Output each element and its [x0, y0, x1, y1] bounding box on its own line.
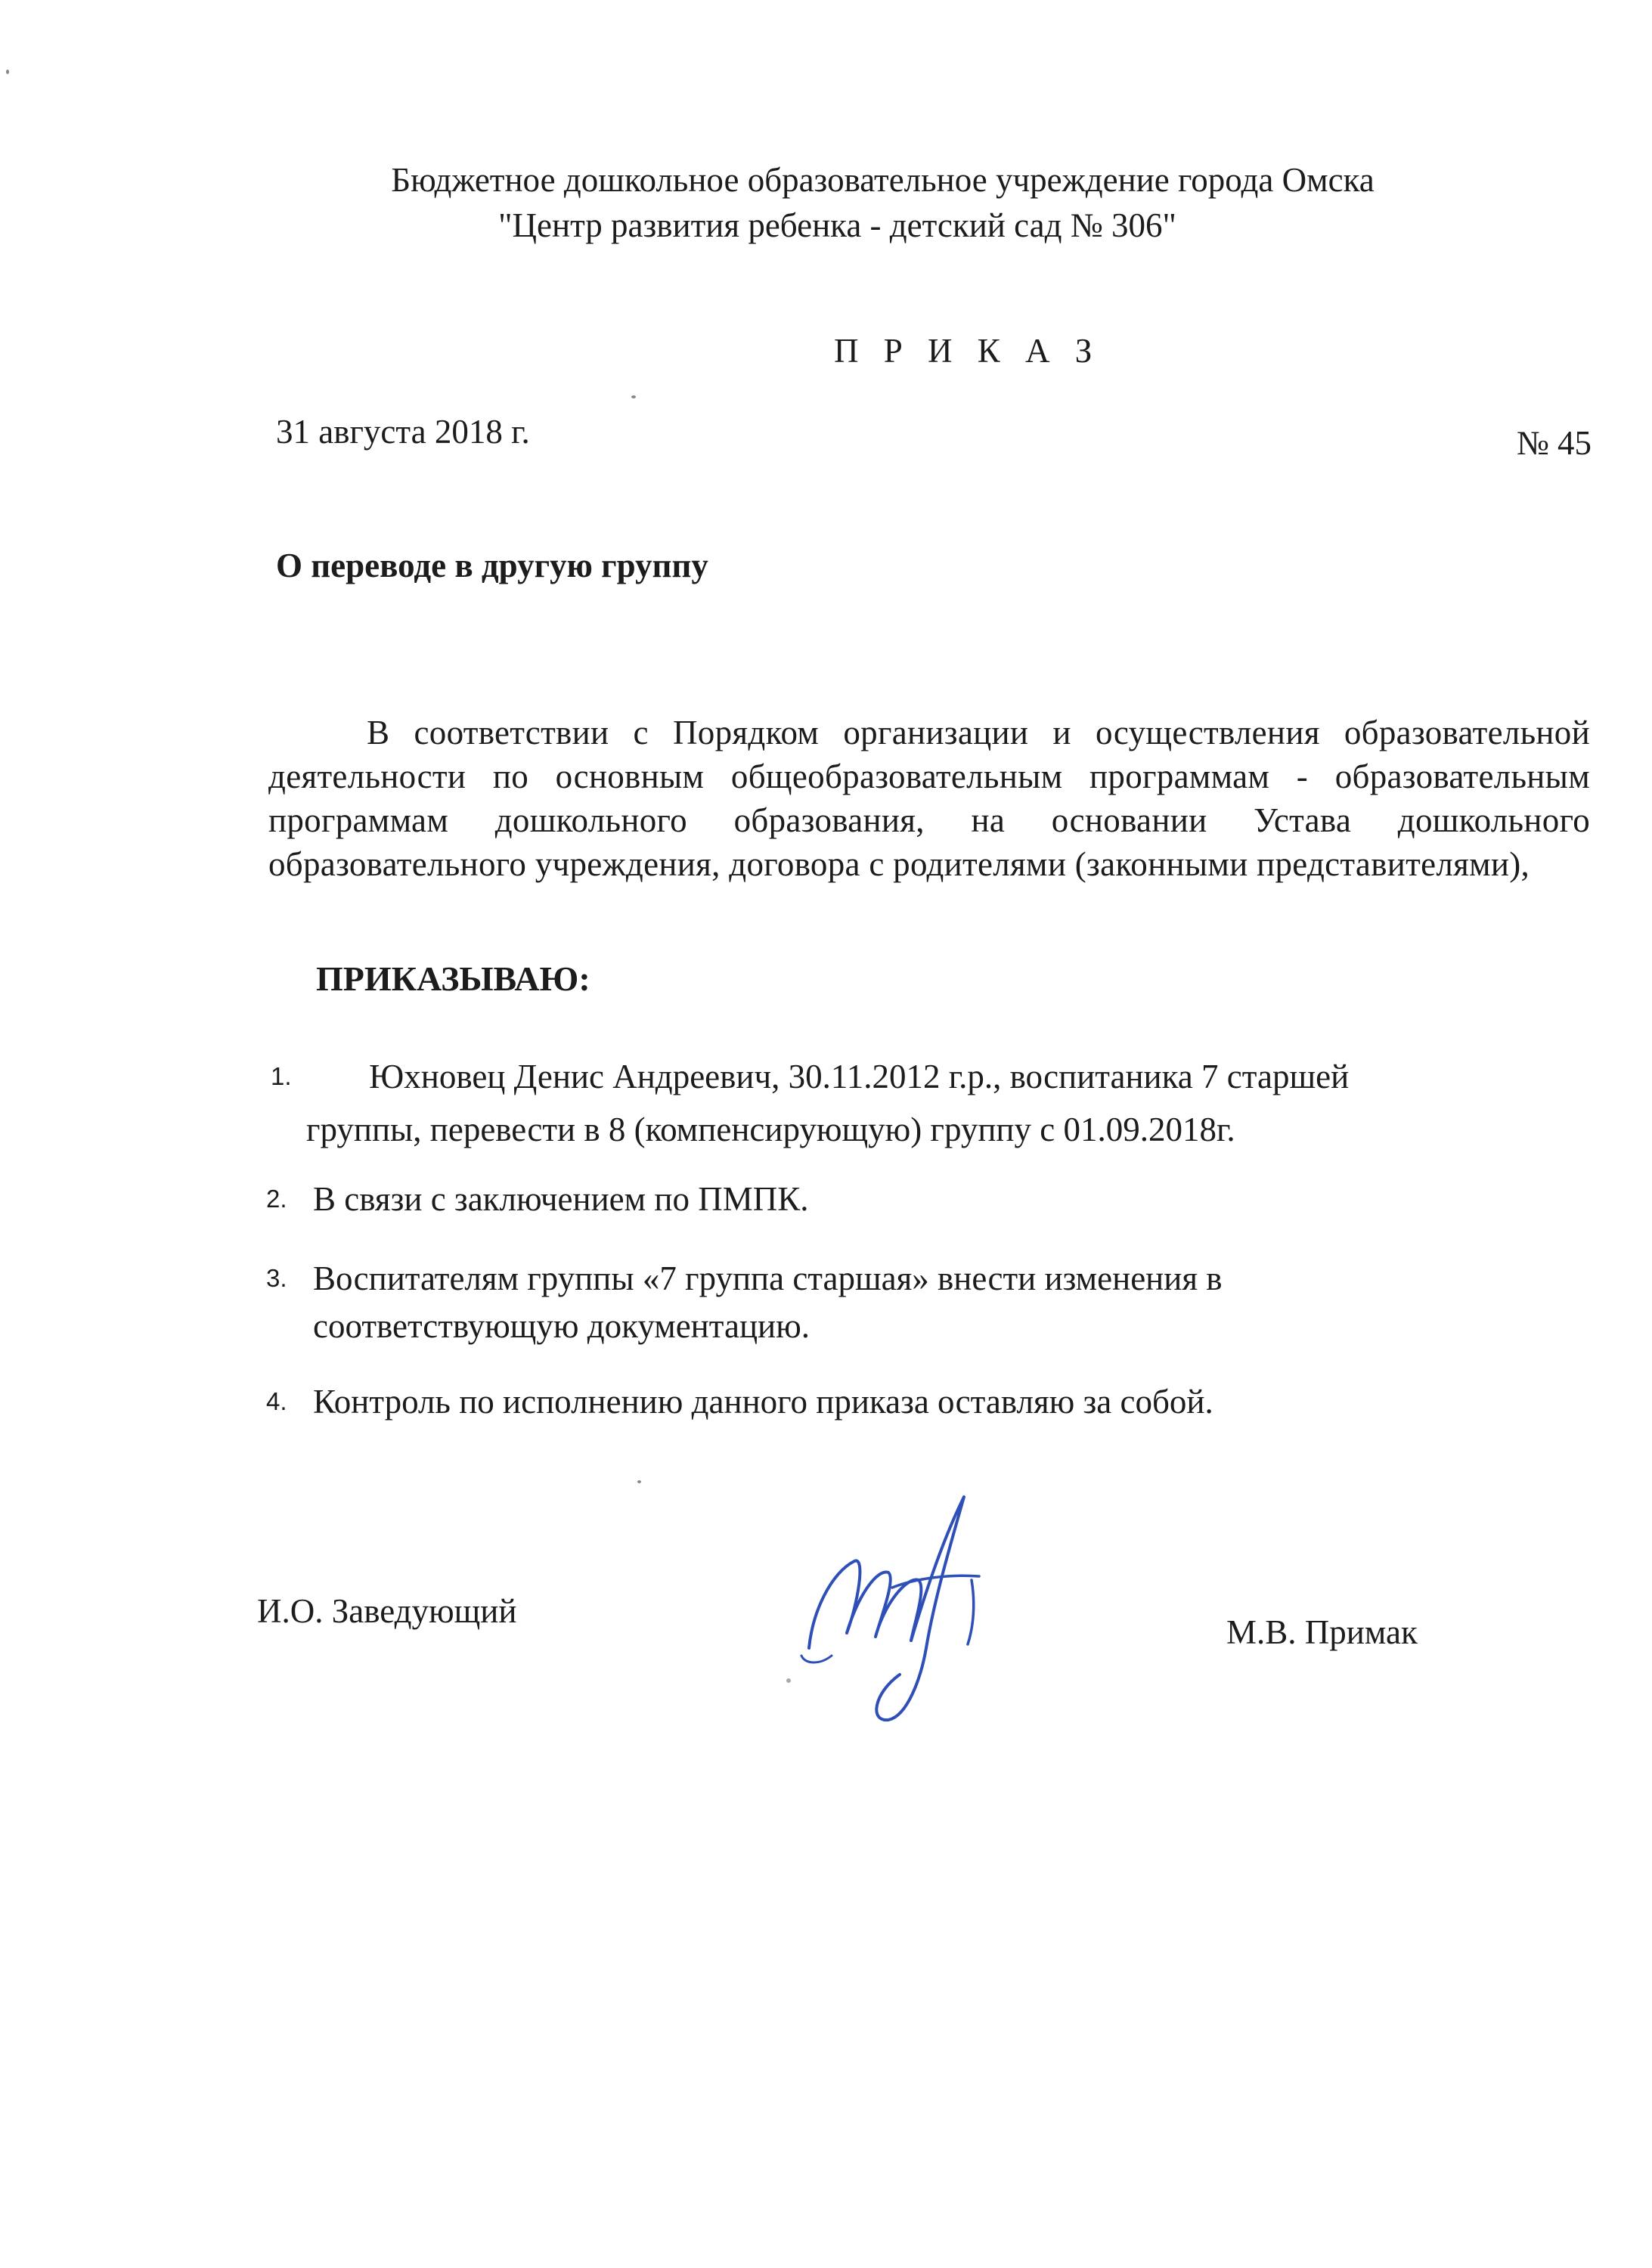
list-item-number: 1. — [271, 1062, 292, 1090]
document-date: 31 августа 2018 г. — [276, 413, 530, 451]
scan-speck — [631, 395, 636, 398]
handwritten-signature — [786, 1489, 1036, 1739]
organization-name: Бюджетное дошкольное образовательное учреждение города Омска — [391, 161, 1375, 199]
document-number: № 45 — [1516, 424, 1592, 462]
list-item-number: 3. — [266, 1264, 287, 1292]
list-item — [266, 1264, 287, 1293]
list-item-text: Контроль по исполнению данного приказа оставляю за собой. — [313, 1383, 1213, 1421]
list-item — [266, 1185, 287, 1213]
list-item-text-continued: группы, перевести в 8 (компенсирующую) группу с 01.09.2018г. — [306, 1111, 1235, 1148]
list-item-text: Юхновец Денис Андреевич, 30.11.2012 г.р., воспитаника 7 старшей — [369, 1058, 1350, 1095]
list-item — [271, 1062, 292, 1091]
list-item-text-continued: соответствующую документацию. — [313, 1307, 810, 1345]
preamble-paragraph: В соответствии с Порядком организации и осуществления образовательной деятельности по основным общеобразовательным программам - образовательным программам дошкольного образования, на основании Устава дошкольного образовательного учреждения, договора с родителями (законными представителями), — [268, 714, 1590, 883]
organization-subtitle: "Центр развития ребенка - детский сад № 306" — [498, 206, 1176, 244]
document-title: П Р И К А З — [834, 332, 1101, 370]
list-item-text: Воспитателям группы «7 группа старшая» внести изменения в — [313, 1259, 1223, 1297]
list-item — [266, 1387, 287, 1416]
document-subject: О переводе в другую группу — [276, 547, 708, 584]
scan-speck — [786, 1678, 791, 1683]
list-item-text: В связи с заключением по ПМПК. — [313, 1180, 809, 1218]
list-item-number: 4. — [266, 1387, 287, 1415]
signatory-name: М.В. Примак — [1226, 1613, 1418, 1651]
signatory-role: И.О. Заведующий — [257, 1592, 517, 1630]
scan-speck — [6, 70, 9, 74]
decree-heading: ПРИКАЗЫВАЮ: — [316, 959, 590, 998]
list-item-number: 2. — [266, 1185, 287, 1213]
scan-speck — [637, 1480, 641, 1483]
organization-header — [0, 157, 1652, 248]
